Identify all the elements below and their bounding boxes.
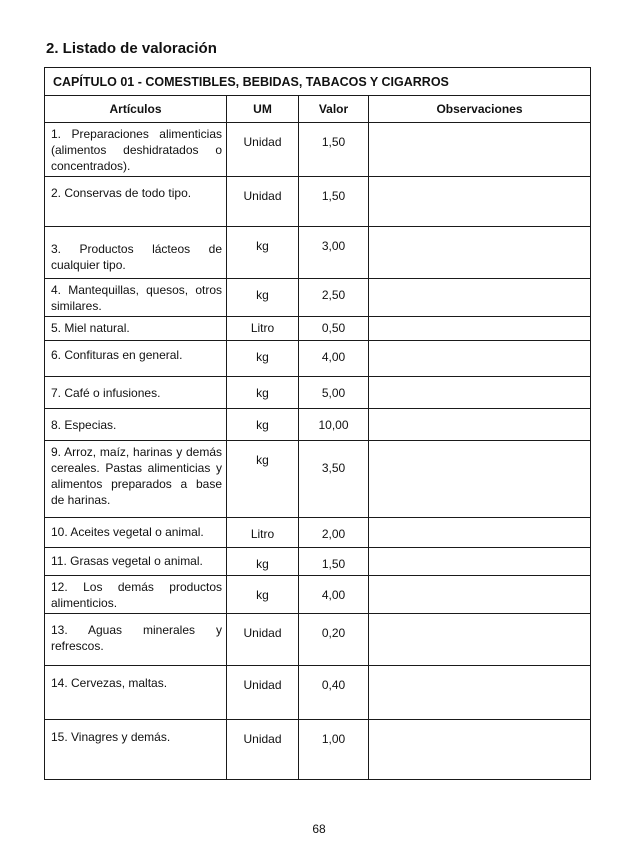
observaciones-cell [369,317,591,341]
observaciones-cell [369,177,591,227]
valor-cell: 2,50 [299,279,369,317]
articulo-cell: 12. Los demás productos alimenticios. [45,576,227,614]
um-cell: Unidad [227,123,299,177]
header-valor: Valor [299,96,369,123]
um-cell: kg [227,227,299,279]
table-row [45,720,591,780]
articulo-cell: 14. Cervezas, maltas. [45,666,227,720]
valor-cell: 2,00 [299,518,369,548]
articulo-cell: 13. Aguas minerales y refrescos. [45,614,227,666]
table-row [45,177,591,227]
valor-cell: 1,50 [299,548,369,576]
valor-cell: 3,50 [299,441,369,518]
observaciones-cell [369,441,591,518]
articulo-cell: 9. Arroz, maíz, harinas y demás cereales. Pastas alimenticias y alimentos preparados a base de harinas. [45,441,227,518]
um-cell: kg [227,341,299,377]
articulo-cell: 5. Miel natural. [45,317,227,341]
valor-cell: 3,00 [299,227,369,279]
table-row [45,317,591,341]
um-cell: kg [227,548,299,576]
valor-cell: 0,40 [299,666,369,720]
table-row [45,548,591,576]
header-articulos: Artículos [45,96,227,123]
table-row [45,409,591,441]
table-row [45,279,591,317]
articulo-cell: 6. Confituras en general. [45,341,227,377]
um-cell: Litro [227,317,299,341]
valuation-table [44,67,591,780]
table-row [45,576,591,614]
observaciones-cell [369,614,591,666]
um-cell: kg [227,576,299,614]
valor-cell: 0,50 [299,317,369,341]
section-title: 2. Listado de valoración [46,40,217,57]
articulo-cell: 15. Vinagres y demás. [45,720,227,780]
table-row [45,614,591,666]
articulo-cell: 2. Conservas de todo tipo. [45,177,227,227]
valor-cell: 10,00 [299,409,369,441]
valor-cell: 1,50 [299,177,369,227]
chapter-title: CAPÍTULO 01 - COMESTIBLES, BEBIDAS, TABACOS Y CIGARROS [45,68,591,96]
table-row [45,518,591,548]
um-cell: kg [227,279,299,317]
page-number: 68 [312,822,326,836]
um-cell: kg [227,409,299,441]
table-row [45,441,591,518]
observaciones-cell [369,576,591,614]
observaciones-cell [369,341,591,377]
table-row [45,123,591,177]
observaciones-cell [369,720,591,780]
observaciones-cell [369,548,591,576]
articulo-cell: 7. Café o infusiones. [45,377,227,409]
valor-cell: 1,50 [299,123,369,177]
observaciones-cell [369,377,591,409]
table-row [45,227,591,279]
um-cell: Litro [227,518,299,548]
observaciones-cell [369,409,591,441]
header-um: UM [227,96,299,123]
observaciones-cell [369,227,591,279]
valor-cell: 0,20 [299,614,369,666]
observaciones-cell [369,666,591,720]
header-observaciones: Observaciones [369,96,591,123]
articulo-cell: 8. Especias. [45,409,227,441]
um-cell: Unidad [227,720,299,780]
articulo-cell: 4. Mantequillas, quesos, otros similares. [45,279,227,317]
header-row [45,96,591,123]
articulo-cell: 10. Aceites vegetal o animal. [45,518,227,548]
um-cell: kg [227,377,299,409]
valor-cell: 5,00 [299,377,369,409]
valor-cell: 4,00 [299,341,369,377]
table-row [45,377,591,409]
um-cell: Unidad [227,177,299,227]
um-cell: Unidad [227,666,299,720]
articulo-cell: 1. Preparaciones alimenticias (alimentos deshidratados o concentrados). [45,123,227,177]
observaciones-cell [369,518,591,548]
valor-cell: 1,00 [299,720,369,780]
articulo-cell: 11. Grasas vegetal o animal. [45,548,227,576]
um-cell: kg [227,441,299,518]
articulo-cell: 3. Productos lácteos de cualquier tipo. [45,227,227,279]
um-cell: Unidad [227,614,299,666]
chapter-row [45,68,591,96]
observaciones-cell [369,279,591,317]
table-row [45,341,591,377]
table-row [45,666,591,720]
valor-cell: 4,00 [299,576,369,614]
observaciones-cell [369,123,591,177]
